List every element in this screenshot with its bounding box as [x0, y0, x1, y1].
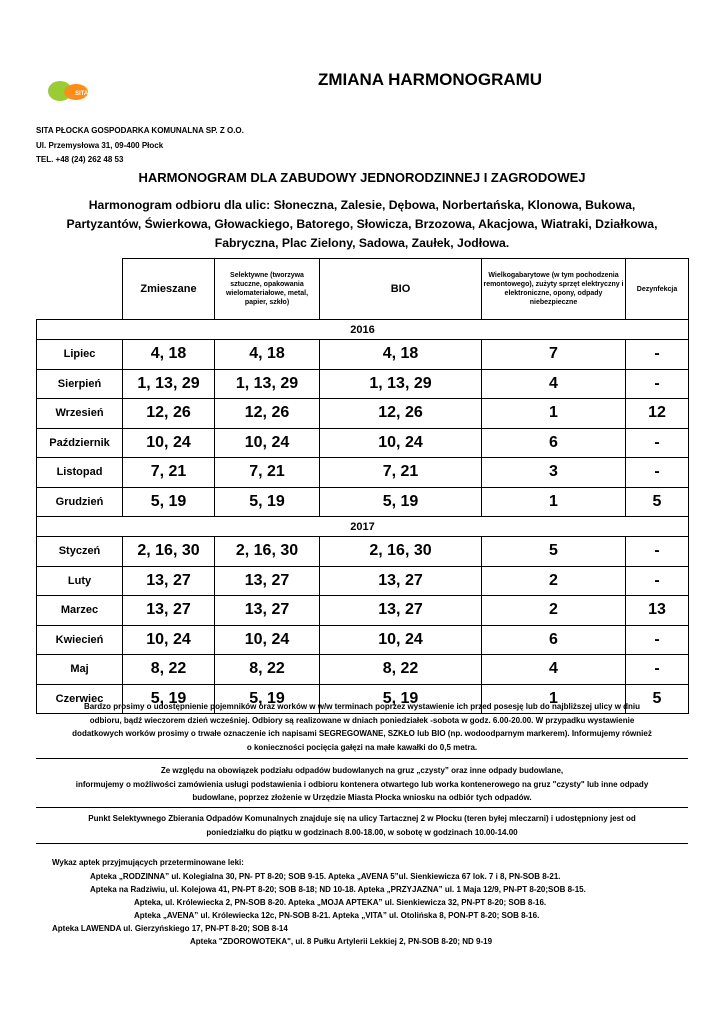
construction-waste-note — [36, 764, 688, 805]
note-line: budowlane, poprzez złożenie w Urzędzie Miasta Płocka wniosku na odbiór tych odpadów. — [192, 793, 532, 802]
rows-2017 — [37, 537, 689, 714]
year-row — [37, 320, 689, 340]
note-line: dodatkowych worków prosimy o trwałe oznaczenie ich napisami SEGREGOWANE, SZKŁO lub BIO (np. wodoodparnym markerem). Informujemy również — [72, 729, 652, 738]
zmieszane-cell: 4, 18 — [123, 340, 215, 370]
selektywne-cell: 8, 22 — [215, 655, 320, 685]
note-line: o konieczności pocięcia gałęzi na małe kawałki do 0,5 metra. — [246, 742, 478, 752]
streets-list — [36, 196, 688, 253]
bio-cell: 1, 13, 29 — [320, 369, 482, 399]
collection-note — [36, 700, 688, 754]
month-cell: Lipiec — [37, 340, 123, 370]
wielkogabarytowe-cell: 3 — [482, 458, 626, 488]
month-cell: Wrzesień — [37, 399, 123, 429]
year-label: 2017 — [37, 517, 689, 537]
streets-line: Fabryczna, Plac Zielony, Sadowa, Zaułek, Jodłowa. — [214, 236, 510, 250]
zmieszane-cell: 8, 22 — [123, 655, 215, 685]
wielkogabarytowe-cell: 1 — [482, 487, 626, 517]
rows-2016 — [37, 340, 689, 517]
month-cell: Październik — [37, 428, 123, 458]
bio-cell: 10, 24 — [320, 428, 482, 458]
note-line: Bardzo prosimy o udostępnienie pojemników oraz worków w w/w terminach poprzez wystawienie ich przed posesję lub do najbliższej ulicy w dniu — [83, 702, 641, 711]
year-label: 2016 — [37, 320, 689, 340]
wielkogabarytowe-cell: 6 — [482, 428, 626, 458]
table-row — [37, 537, 689, 567]
divider — [36, 807, 688, 808]
wielkogabarytowe-cell: 4 — [482, 655, 626, 685]
selektywne-cell: 13, 27 — [215, 566, 320, 596]
dezynfekcja-cell: - — [626, 340, 689, 370]
month-cell: Kwiecień — [37, 625, 123, 655]
header-zmieszane: Zmieszane — [123, 259, 215, 320]
table-row — [37, 596, 689, 626]
dezynfekcja-cell: - — [626, 428, 689, 458]
logo-text: SITA — [75, 91, 89, 97]
year-row — [37, 517, 689, 537]
header-month — [37, 259, 123, 320]
zmieszane-cell: 5, 19 — [123, 487, 215, 517]
dezynfekcja-cell: - — [626, 369, 689, 399]
bio-cell: 10, 24 — [320, 625, 482, 655]
wielkogabarytowe-cell: 1 — [482, 399, 626, 429]
bio-cell: 13, 27 — [320, 596, 482, 626]
note-line: informujemy o możliwości zamówienia usługi podstawienia i odbioru kontenera otwartego lub worka kontenerowego na gruz "czysty" lub inne odpady — [75, 779, 649, 789]
streets-line: Harmonogram odbioru dla ulic: Słoneczna, Zalesie, Dębowa, Norbertańska, Klonowa, Bukowa, — [88, 198, 636, 212]
note-line: odbioru, bądź wieczorem dzień wcześniej. Odbiory są realizowane w dniach poniedziałek -sobota w godz. 6.00-20.00. W przypadku wystawienie — [89, 715, 635, 725]
table-row — [37, 487, 689, 517]
zmieszane-cell: 12, 26 — [123, 399, 215, 429]
table-row — [37, 566, 689, 596]
bio-cell: 2, 16, 30 — [320, 537, 482, 567]
zmieszane-cell: 10, 24 — [123, 428, 215, 458]
wielkogabarytowe-cell: 5 — [482, 537, 626, 567]
wielkogabarytowe-cell: 2 — [482, 566, 626, 596]
dezynfekcja-cell: 13 — [626, 596, 689, 626]
zmieszane-cell: 1, 13, 29 — [123, 369, 215, 399]
bio-cell: 5, 19 — [320, 684, 482, 714]
wielkogabarytowe-cell: 7 — [482, 340, 626, 370]
selektywne-cell: 5, 19 — [215, 684, 320, 714]
zmieszane-cell: 13, 27 — [123, 566, 215, 596]
month-cell: Luty — [37, 566, 123, 596]
bio-cell: 8, 22 — [320, 655, 482, 685]
wielkogabarytowe-cell: 1 — [482, 684, 626, 714]
company-logo — [44, 76, 94, 104]
month-cell: Maj — [37, 655, 123, 685]
wielkogabarytowe-cell: 4 — [482, 369, 626, 399]
table-header-row — [37, 259, 689, 320]
pszok-note — [36, 812, 688, 839]
dezynfekcja-cell: - — [626, 655, 689, 685]
selektywne-cell: 10, 24 — [215, 625, 320, 655]
table-row — [37, 340, 689, 370]
selektywne-cell: 2, 16, 30 — [215, 537, 320, 567]
wielkogabarytowe-cell: 6 — [482, 625, 626, 655]
header-wielkogabarytowe: Wielkogabarytowe (w tym pochodzenia remontowego), zużyty sprzęt elektryczny i elektroniczne, opony, odpady niebezpieczne — [482, 259, 626, 320]
dezynfekcja-cell: - — [626, 625, 689, 655]
pharmacy-line: Apteka „RODZINNA” ul. Kolegialna 30, PN- PT 8-20; SOB 9-15. Apteka „AVENA 5”ul. Sienkiewicza 67 lok. 7 i 8, PN-SOB 8-21. — [90, 872, 561, 881]
selektywne-cell: 4, 18 — [215, 340, 320, 370]
header-dezynfekcja: Dezynfekcja — [626, 259, 689, 320]
header-selektywne: Selektywne (tworzywa sztuczne, opakowania wielomateriałowe, metal, papier, szkło) — [215, 259, 320, 320]
divider — [36, 843, 688, 844]
company-phone: TEL. +48 (24) 262 48 53 — [36, 155, 124, 164]
dezynfekcja-cell: - — [626, 537, 689, 567]
bio-cell: 7, 21 — [320, 458, 482, 488]
bio-cell: 13, 27 — [320, 566, 482, 596]
company-address: Ul. Przemysłowa 31, 09-400 Płock — [36, 140, 164, 150]
table-row — [37, 625, 689, 655]
selektywne-cell: 13, 27 — [215, 596, 320, 626]
pharmacy-line: Apteka na Radziwiu, ul. Kolejowa 41, PN-PT 8-20; SOB 8-18; ND 10-18. Apteka „PRZYJAZNA” ul. 1 Maja 12/9, PN-PT 8-20;SOB 8-15. — [90, 885, 586, 894]
dezynfekcja-cell: - — [626, 458, 689, 488]
zmieszane-cell: 2, 16, 30 — [123, 537, 215, 567]
schedule-subtitle: HARMONOGRAM DLA ZABUDOWY JEDNORODZINNEJ I ZAGRODOWEJ — [138, 170, 586, 185]
note-line: Ze względu na obowiązek podziału odpadów budowlanych na gruz „czysty” oraz inne odpady budowlane, — [160, 766, 564, 775]
pharmacy-line: Apteka "ZDOROWOTEKA", ul. 8 Pułku Artylerii Lekkiej 2, PN-SOB 8-20; ND 9-19 — [190, 937, 493, 946]
header-bio: BIO — [320, 259, 482, 320]
schedule-table — [36, 258, 689, 714]
selektywne-cell: 5, 19 — [215, 487, 320, 517]
company-name: SITA PŁOCKA GOSPODARKA KOMUNALNA SP. Z O.O. — [36, 126, 244, 135]
zmieszane-cell: 7, 21 — [123, 458, 215, 488]
company-info — [36, 124, 244, 168]
pharmacy-line: Apteka LAWENDA ul. Gierzyńskiego 17, PN-PT 8-20; SOB 8-14 — [52, 924, 288, 933]
selektywne-cell: 1, 13, 29 — [215, 369, 320, 399]
table-row — [37, 428, 689, 458]
streets-line: Partyzantów, Świerkowa, Głowackiego, Batorego, Słowicza, Brzozowa, Akacjowa, Wiatraki, Działkowa, — [66, 217, 658, 231]
pharmacy-line: Apteka, ul. Królewiecka 2, PN-SOB 8-20. Apteka „MOJA APTEKA” ul. Sienkiewicza 32, PN-PT 8-20; SOB 8-16. — [134, 898, 547, 907]
dezynfekcja-cell: 5 — [626, 487, 689, 517]
selektywne-cell: 12, 26 — [215, 399, 320, 429]
table-row — [37, 369, 689, 399]
note-line: Punkt Selektywnego Zbierania Odpadów Komunalnych znajduje się na ulicy Tartacznej 2 w Płocku (teren byłej mleczarni) i udostępniony jest od — [88, 814, 636, 823]
zmieszane-cell: 5, 19 — [123, 684, 215, 714]
pharmacies-heading: Wykaz aptek przyjmujących przeterminowane leki: — [52, 858, 244, 867]
table-row — [37, 655, 689, 685]
month-cell: Sierpień — [37, 369, 123, 399]
month-cell: Styczeń — [37, 537, 123, 567]
wielkogabarytowe-cell: 2 — [482, 596, 626, 626]
bio-cell: 4, 18 — [320, 340, 482, 370]
dezynfekcja-cell: 12 — [626, 399, 689, 429]
page-title: ZMIANA HARMONOGRAMU — [317, 70, 543, 89]
dezynfekcja-cell: - — [626, 566, 689, 596]
selektywne-cell: 7, 21 — [215, 458, 320, 488]
pharmacy-line: Apteka „AVENA” ul. Królewiecka 12c, PN-SOB 8-21. Apteka „VITA” ul. Otolińska 8, PON-PT 8-20; SOB 8-16. — [134, 911, 540, 920]
zmieszane-cell: 13, 27 — [123, 596, 215, 626]
bio-cell: 12, 26 — [320, 399, 482, 429]
divider — [36, 758, 688, 759]
zmieszane-cell: 10, 24 — [123, 625, 215, 655]
dezynfekcja-cell: 5 — [626, 684, 689, 714]
month-cell: Marzec — [37, 596, 123, 626]
month-cell: Listopad — [37, 458, 123, 488]
selektywne-cell: 10, 24 — [215, 428, 320, 458]
month-cell: Czerwiec — [37, 684, 123, 714]
bio-cell: 5, 19 — [320, 487, 482, 517]
note-line: poniedziałku do piątku w godzinach 8.00-18.00, w sobotę w godzinach 10.00-14.00 — [206, 827, 518, 837]
table-row — [37, 399, 689, 429]
month-cell: Grudzień — [37, 487, 123, 517]
table-row — [37, 458, 689, 488]
